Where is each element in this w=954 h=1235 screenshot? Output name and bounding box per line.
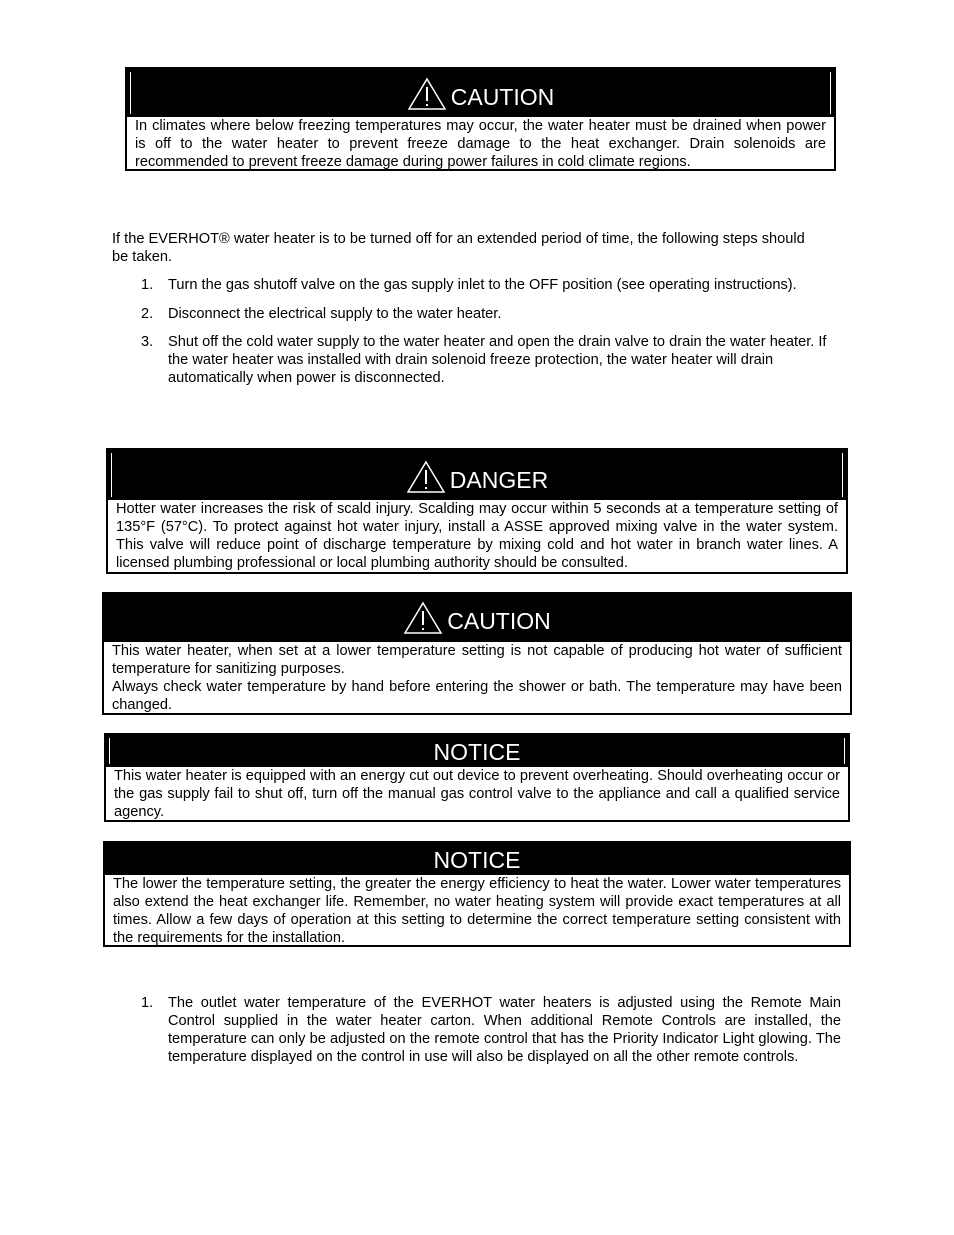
danger-box-scald — [106, 448, 848, 574]
notice-box-overheat — [104, 733, 850, 822]
warning-triangle-icon — [406, 460, 446, 494]
caution-heading: CAUTION — [447, 608, 551, 634]
notice-header — [106, 735, 848, 767]
warning-triangle-icon — [403, 601, 443, 635]
shutdown-intro: If the EVERHOT® water heater is to be turned off for an extended period of time, the following steps should be taken. — [112, 231, 805, 265]
notice-heading: NOTICE — [433, 739, 521, 765]
caution-header — [127, 69, 834, 117]
notice-header — [105, 843, 849, 875]
caution-text: In climates where below freezing temperatures may occur, the water heater must be drained when power is off to the water heater to prevent freeze damage to the heat exchanger. Drain solenoids are recommended to prevent freeze damage during power failures in cold climate regions. — [135, 118, 826, 170]
caution-box-freeze — [125, 67, 836, 171]
notice-heading: NOTICE — [433, 847, 521, 873]
caution-heading: CAUTION — [450, 84, 555, 110]
danger-heading: DANGER — [449, 467, 549, 493]
list-item: 1. The outlet water temperature of the EVERHOT water heaters is adjusted using the Remote Main Control supplied in the water heater carton. When additional Remote Controls are installed, the temperature can only be adjusted on the remote control that has the Priority Indicator Light glowing. The temperature displayed on the control in use will also be displayed on all the other remote controls. — [141, 995, 841, 1065]
notice-text: The lower the temperature setting, the greater the energy efficiency to heat the water. Lower water temperatures also extend the heat exchanger life. Remember, no water heating system will provide exact temperatures at all times. Allow a few days of operation at this setting to determine the correct temperature setting consistent with the requirements for the installation. — [113, 876, 841, 946]
list-item: 1. Turn the gas shutoff valve on the gas supply inlet to the OFF position (see operating instructions). — [141, 277, 797, 293]
caution-box-temperature — [102, 592, 852, 715]
notice-box-efficiency — [103, 841, 851, 947]
warning-triangle-icon — [407, 77, 447, 111]
list-item: 3. Shut off the cold water supply to the water heater and open the drain valve to drain the water heater. If the water heater was installed with drain solenoid freeze protection, the water heater will drain automatically when power is disconnected. — [141, 334, 827, 386]
notice-text: This water heater is equipped with an energy cut out device to prevent overheating. Should overheating occur or the gas supply fail to shut off, turn off the manual gas control valve to the appliance and call a qualified service agency. — [114, 768, 840, 820]
danger-header — [108, 450, 846, 500]
caution-text: This water heater, when set at a lower temperature setting is not capable of producing hot water of sufficient temperature for sanitizing purposes. Always check water temperature by hand before entering the shower or bath. The temperature may have been changed. — [112, 643, 842, 713]
danger-text: Hotter water increases the risk of scald injury. Scalding may occur within 5 seconds at a temperature setting of 135°F (57°C). To protect against hot water injury, install a ASSE approved mixing valve in the water system. This valve will reduce point of discharge temperature by mixing cold and hot water in branch water lines. A licensed plumbing professional or local plumbing authority should be consulted. — [116, 501, 838, 571]
list-item: 2. Disconnect the electrical supply to the water heater. — [141, 306, 502, 322]
caution-header — [104, 594, 850, 642]
